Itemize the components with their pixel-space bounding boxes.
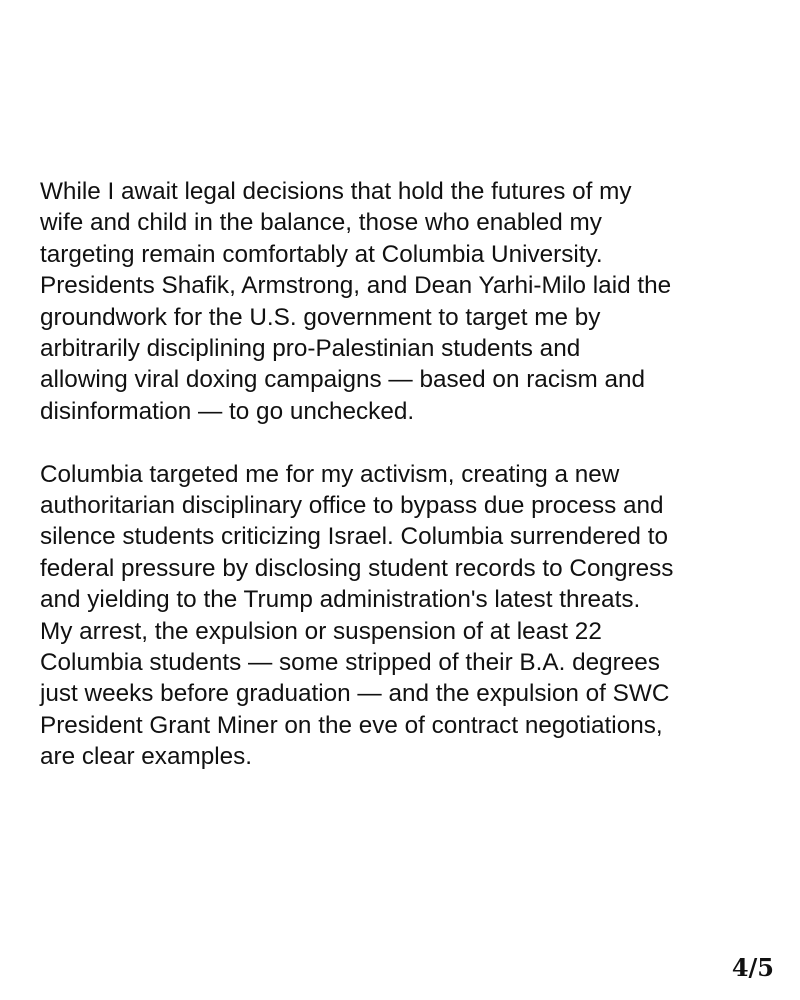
paragraph-line: arbitrarily disciplining pro-Palestinian students and	[40, 335, 581, 363]
paragraph-line: Columbia targeted me for my activism, creating a new	[40, 460, 620, 488]
paragraph-line: Columbia students — some stripped of their B.A. degrees	[40, 649, 660, 677]
paragraph-line: wife and child in the balance, those who enabled my	[40, 209, 602, 237]
paragraph-line: targeting remain comfortably at Columbia University.	[40, 240, 603, 268]
paragraph-line: My arrest, the expulsion or suspension of at least 22	[40, 617, 602, 645]
paragraph-line: just weeks before graduation — and the expulsion of SWC	[40, 680, 670, 708]
paragraph-line: federal pressure by disclosing student records to Congress	[40, 554, 674, 582]
paragraph-line: and yielding to the Trump administration's latest threats.	[40, 586, 641, 614]
paragraph-line: groundwork for the U.S. government to target me by	[40, 303, 601, 331]
paragraph-line: allowing viral doxing campaigns — based on racism and	[40, 366, 646, 394]
paragraph-line: are clear examples.	[40, 743, 253, 771]
paragraph-line: disinformation — to go unchecked.	[40, 397, 415, 425]
paragraph-line: authoritarian disciplinary office to bypass due process and	[40, 492, 664, 520]
page-number: 4/5	[731, 953, 774, 982]
paragraph-line: President Grant Miner on the eve of contract negotiations,	[40, 711, 663, 739]
paragraph-1	[40, 176, 775, 427]
paragraph-line: While I await legal decisions that hold the futures of my	[40, 178, 632, 205]
paragraph-2	[40, 459, 775, 773]
document-body	[40, 176, 775, 773]
paragraph-line: silence students criticizing Israel. Columbia surrendered to	[40, 523, 668, 551]
paragraph-line: Presidents Shafik, Armstrong, and Dean Yarhi-Milo laid the	[40, 272, 672, 300]
